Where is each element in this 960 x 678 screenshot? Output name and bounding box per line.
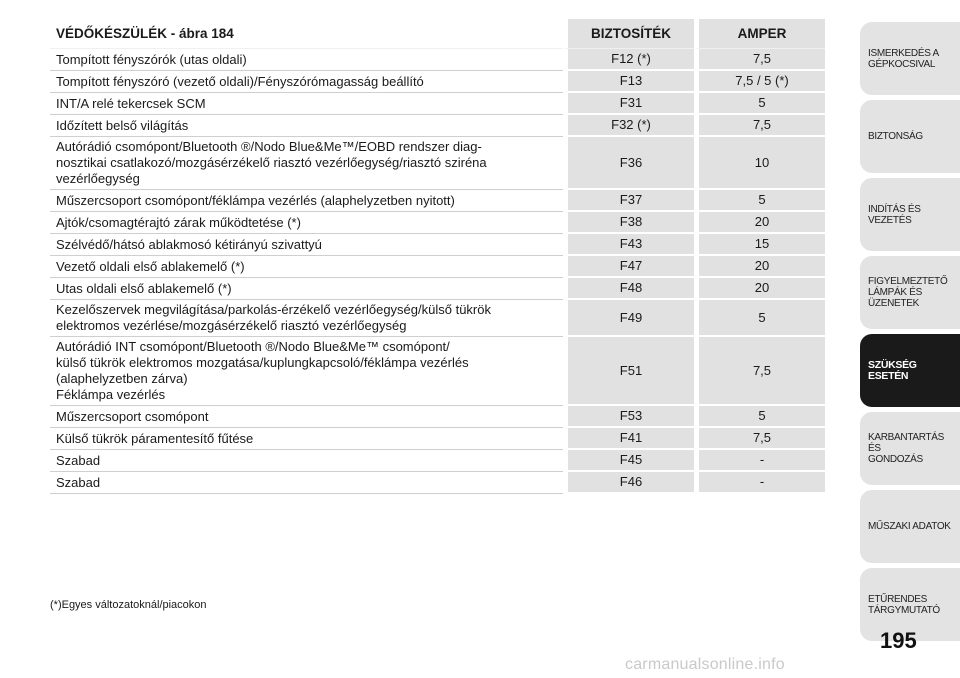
- row-fuse: F41: [563, 428, 694, 450]
- row-fuse: F31: [563, 93, 694, 115]
- row-description: Ajtók/csomagtérajtó zárak működtetése (*): [50, 212, 563, 234]
- page-number: 195: [880, 628, 917, 653]
- row-fuse: F53: [563, 406, 694, 428]
- table-row: [50, 428, 825, 450]
- row-amp: 7,5: [694, 428, 825, 450]
- row-description: Autórádió INT csomópont/Bluetooth ®/Nodo Blue&Me™ csomópont/ külső tükrök elektromos mozgatása/kuplungkapcsoló/féklámpa vezérlés (alaphelyzetben zárva) Féklámpa vezérlés: [50, 337, 563, 406]
- row-fuse: F38: [563, 212, 694, 234]
- row-fuse: F47: [563, 256, 694, 278]
- row-description: Szabad: [50, 472, 563, 494]
- row-fuse: F48: [563, 278, 694, 300]
- row-fuse: F37: [563, 190, 694, 212]
- row-amp: 5: [694, 406, 825, 428]
- row-fuse: F36: [563, 137, 694, 190]
- row-amp: 20: [694, 256, 825, 278]
- row-description: Utas oldali első ablakemelő (*): [50, 278, 563, 300]
- nav-tab-inditas[interactable]: INDÍTÁS ÉS VEZETÉS: [860, 178, 960, 251]
- table-footnote: (*)Egyes változatoknál/piacokon: [50, 599, 207, 611]
- row-amp: 7,5 / 5 (*): [694, 71, 825, 93]
- nav-tab-biztonsag[interactable]: BIZTONSÁG: [860, 100, 960, 173]
- nav-tab-figyelmezteto[interactable]: FIGYELMEZTETŐ LÁMPÁK ÉS ÜZENETEK: [860, 256, 960, 329]
- nav-tab-karbantartas[interactable]: KARBANTARTÁS ÉS GONDOZÁS: [860, 412, 960, 485]
- table-row: [50, 93, 825, 115]
- table-row: [50, 278, 825, 300]
- row-amp: 5: [694, 300, 825, 337]
- table-row: [50, 300, 825, 337]
- row-amp: 7,5: [694, 49, 825, 71]
- row-description: Időzített belső világítás: [50, 115, 563, 137]
- row-fuse: F51: [563, 337, 694, 406]
- row-description: Tompított fényszórók (utas oldali): [50, 49, 563, 71]
- table-row: [50, 49, 825, 71]
- row-description: INT/A relé tekercsek SCM: [50, 93, 563, 115]
- row-description: Műszercsoport csomópont: [50, 406, 563, 428]
- table-row: [50, 137, 825, 190]
- table-row: [50, 472, 825, 494]
- chapter-nav: [860, 22, 960, 646]
- row-description: Műszercsoport csomópont/féklámpa vezérlés (alaphelyzetben nyitott): [50, 190, 563, 212]
- row-amp: 10: [694, 137, 825, 190]
- table-row: [50, 450, 825, 472]
- header-device-label: VÉDŐKÉSZÜLÉK: [56, 25, 168, 41]
- row-fuse: F46: [563, 472, 694, 494]
- row-fuse: F32 (*): [563, 115, 694, 137]
- row-amp: 7,5: [694, 115, 825, 137]
- row-fuse: F13: [563, 71, 694, 93]
- row-description: Kezelőszervek megvilágítása/parkolás-érzékelő vezérlőegység/külső tükrök elektromos vezérlése/mozgásérzékelő riasztó vezérlőegység: [50, 300, 563, 337]
- row-description: Autórádió csomópont/Bluetooth ®/Nodo Blue&Me™/EOBD rendszer diag- nosztikai csatlakozó/mozgásérzékelő riasztó vezérlőegység/riasztó sziréna vezérlőegység: [50, 137, 563, 190]
- row-amp: 20: [694, 212, 825, 234]
- table-row: [50, 115, 825, 137]
- table-header-row: [50, 19, 825, 49]
- table-row: [50, 190, 825, 212]
- row-fuse: F43: [563, 234, 694, 256]
- row-amp: 20: [694, 278, 825, 300]
- table-row: [50, 256, 825, 278]
- header-figure-ref: - ábra 184: [167, 25, 234, 41]
- row-description: Tompított fényszóró (vezető oldali)/Fényszórómagasság beállító: [50, 71, 563, 93]
- header-device: [50, 19, 563, 49]
- row-description: Külső tükrök páramentesítő fűtése: [50, 428, 563, 450]
- table-row: [50, 212, 825, 234]
- row-description: Szélvédő/hátsó ablakmosó kétirányú szivattyú: [50, 234, 563, 256]
- watermark: carmanualsonline.info: [625, 656, 785, 673]
- row-fuse: F12 (*): [563, 49, 694, 71]
- nav-tab-muszaki-adatok[interactable]: MŰSZAKI ADATOK: [860, 490, 960, 563]
- nav-tab-szukseg-eseten[interactable]: SZÜKSÉG ESETÉN: [860, 334, 960, 407]
- row-amp: -: [694, 472, 825, 494]
- row-amp: 5: [694, 93, 825, 115]
- row-amp: 15: [694, 234, 825, 256]
- row-fuse: F45: [563, 450, 694, 472]
- row-amp: 7,5: [694, 337, 825, 406]
- nav-tab-ismerkedes[interactable]: ISMERKEDÉS A GÉPKOCSIVAL: [860, 22, 960, 95]
- table-row: [50, 406, 825, 428]
- fuse-table: [50, 19, 825, 494]
- table-row: [50, 337, 825, 406]
- row-fuse: F49: [563, 300, 694, 337]
- row-description: Vezető oldali első ablakemelő (*): [50, 256, 563, 278]
- header-amp: AMPER: [694, 19, 825, 49]
- row-amp: 5: [694, 190, 825, 212]
- header-fuse: BIZTOSÍTÉK: [563, 19, 694, 49]
- row-amp: -: [694, 450, 825, 472]
- nav-tab-targymutato[interactable]: ETŰRENDES TÁRGYMUTATÓ: [860, 568, 960, 641]
- table-row: [50, 234, 825, 256]
- table-row: [50, 71, 825, 93]
- row-description: Szabad: [50, 450, 563, 472]
